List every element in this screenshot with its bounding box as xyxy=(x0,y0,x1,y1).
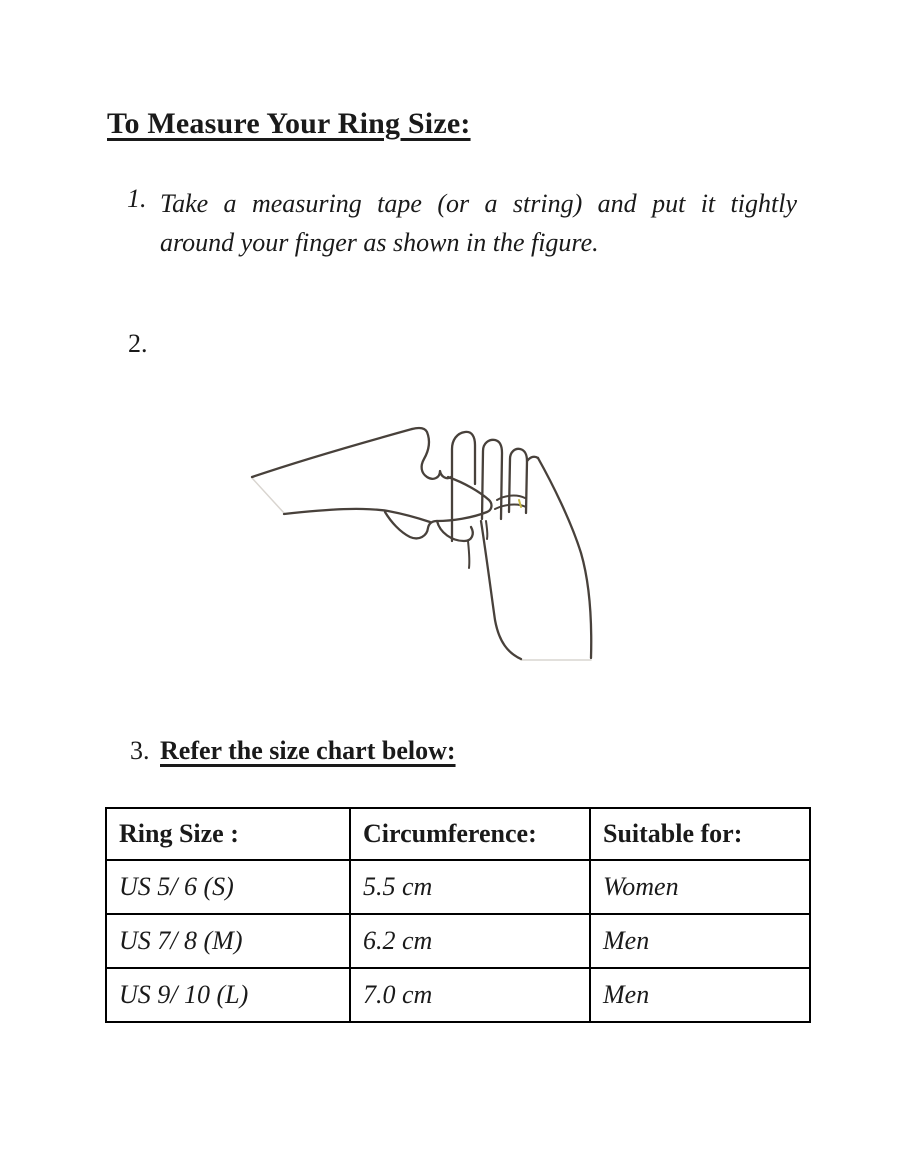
cell-ring-size: US 7/ 8 (M) xyxy=(106,914,350,968)
step-2-number: 2. xyxy=(128,329,148,358)
table-row xyxy=(106,914,810,968)
cell-suitable-for: Women xyxy=(590,860,810,914)
step-1-number: 1. xyxy=(127,184,147,213)
cell-suitable-for: Men xyxy=(590,914,810,968)
string-accent-mark xyxy=(519,500,521,507)
table-row xyxy=(106,968,810,1022)
cell-suitable-for: Men xyxy=(590,968,810,1022)
cell-ring-size: US 5/ 6 (S) xyxy=(106,860,350,914)
table-header-row xyxy=(106,808,810,860)
step-3-number: 3. xyxy=(130,736,150,765)
instruction-step-2 xyxy=(128,329,161,359)
cell-circumference: 6.2 cm xyxy=(350,914,590,968)
step-3-heading: Refer the size chart below: xyxy=(160,736,456,765)
header-circumference: Circumference: xyxy=(350,808,590,860)
header-ring-size: Ring Size : xyxy=(106,808,350,860)
cell-ring-size: US 9/ 10 (L) xyxy=(106,968,350,1022)
measuring-string xyxy=(468,496,526,568)
page-title: To Measure Your Ring Size: xyxy=(107,107,471,140)
cell-circumference: 7.0 cm xyxy=(350,968,590,1022)
ring-size-chart-table xyxy=(105,807,811,1023)
table-row xyxy=(106,860,810,914)
instruction-step-3 xyxy=(130,736,456,766)
measuring-hand-and-arm xyxy=(252,428,491,541)
step-1-text xyxy=(160,184,797,262)
step-1-line-1: Take a measuring tape (or a string) and put it tightly xyxy=(160,189,797,218)
header-suitable-for: Suitable for: xyxy=(590,808,810,860)
measured-hand xyxy=(452,432,591,659)
instruction-step-1 xyxy=(127,184,797,262)
cell-circumference: 5.5 cm xyxy=(350,860,590,914)
faint-cut-lines xyxy=(252,478,591,660)
hand-measuring-illustration xyxy=(245,420,605,665)
step-1-line-2: around your finger as shown in the figure. xyxy=(160,228,599,257)
